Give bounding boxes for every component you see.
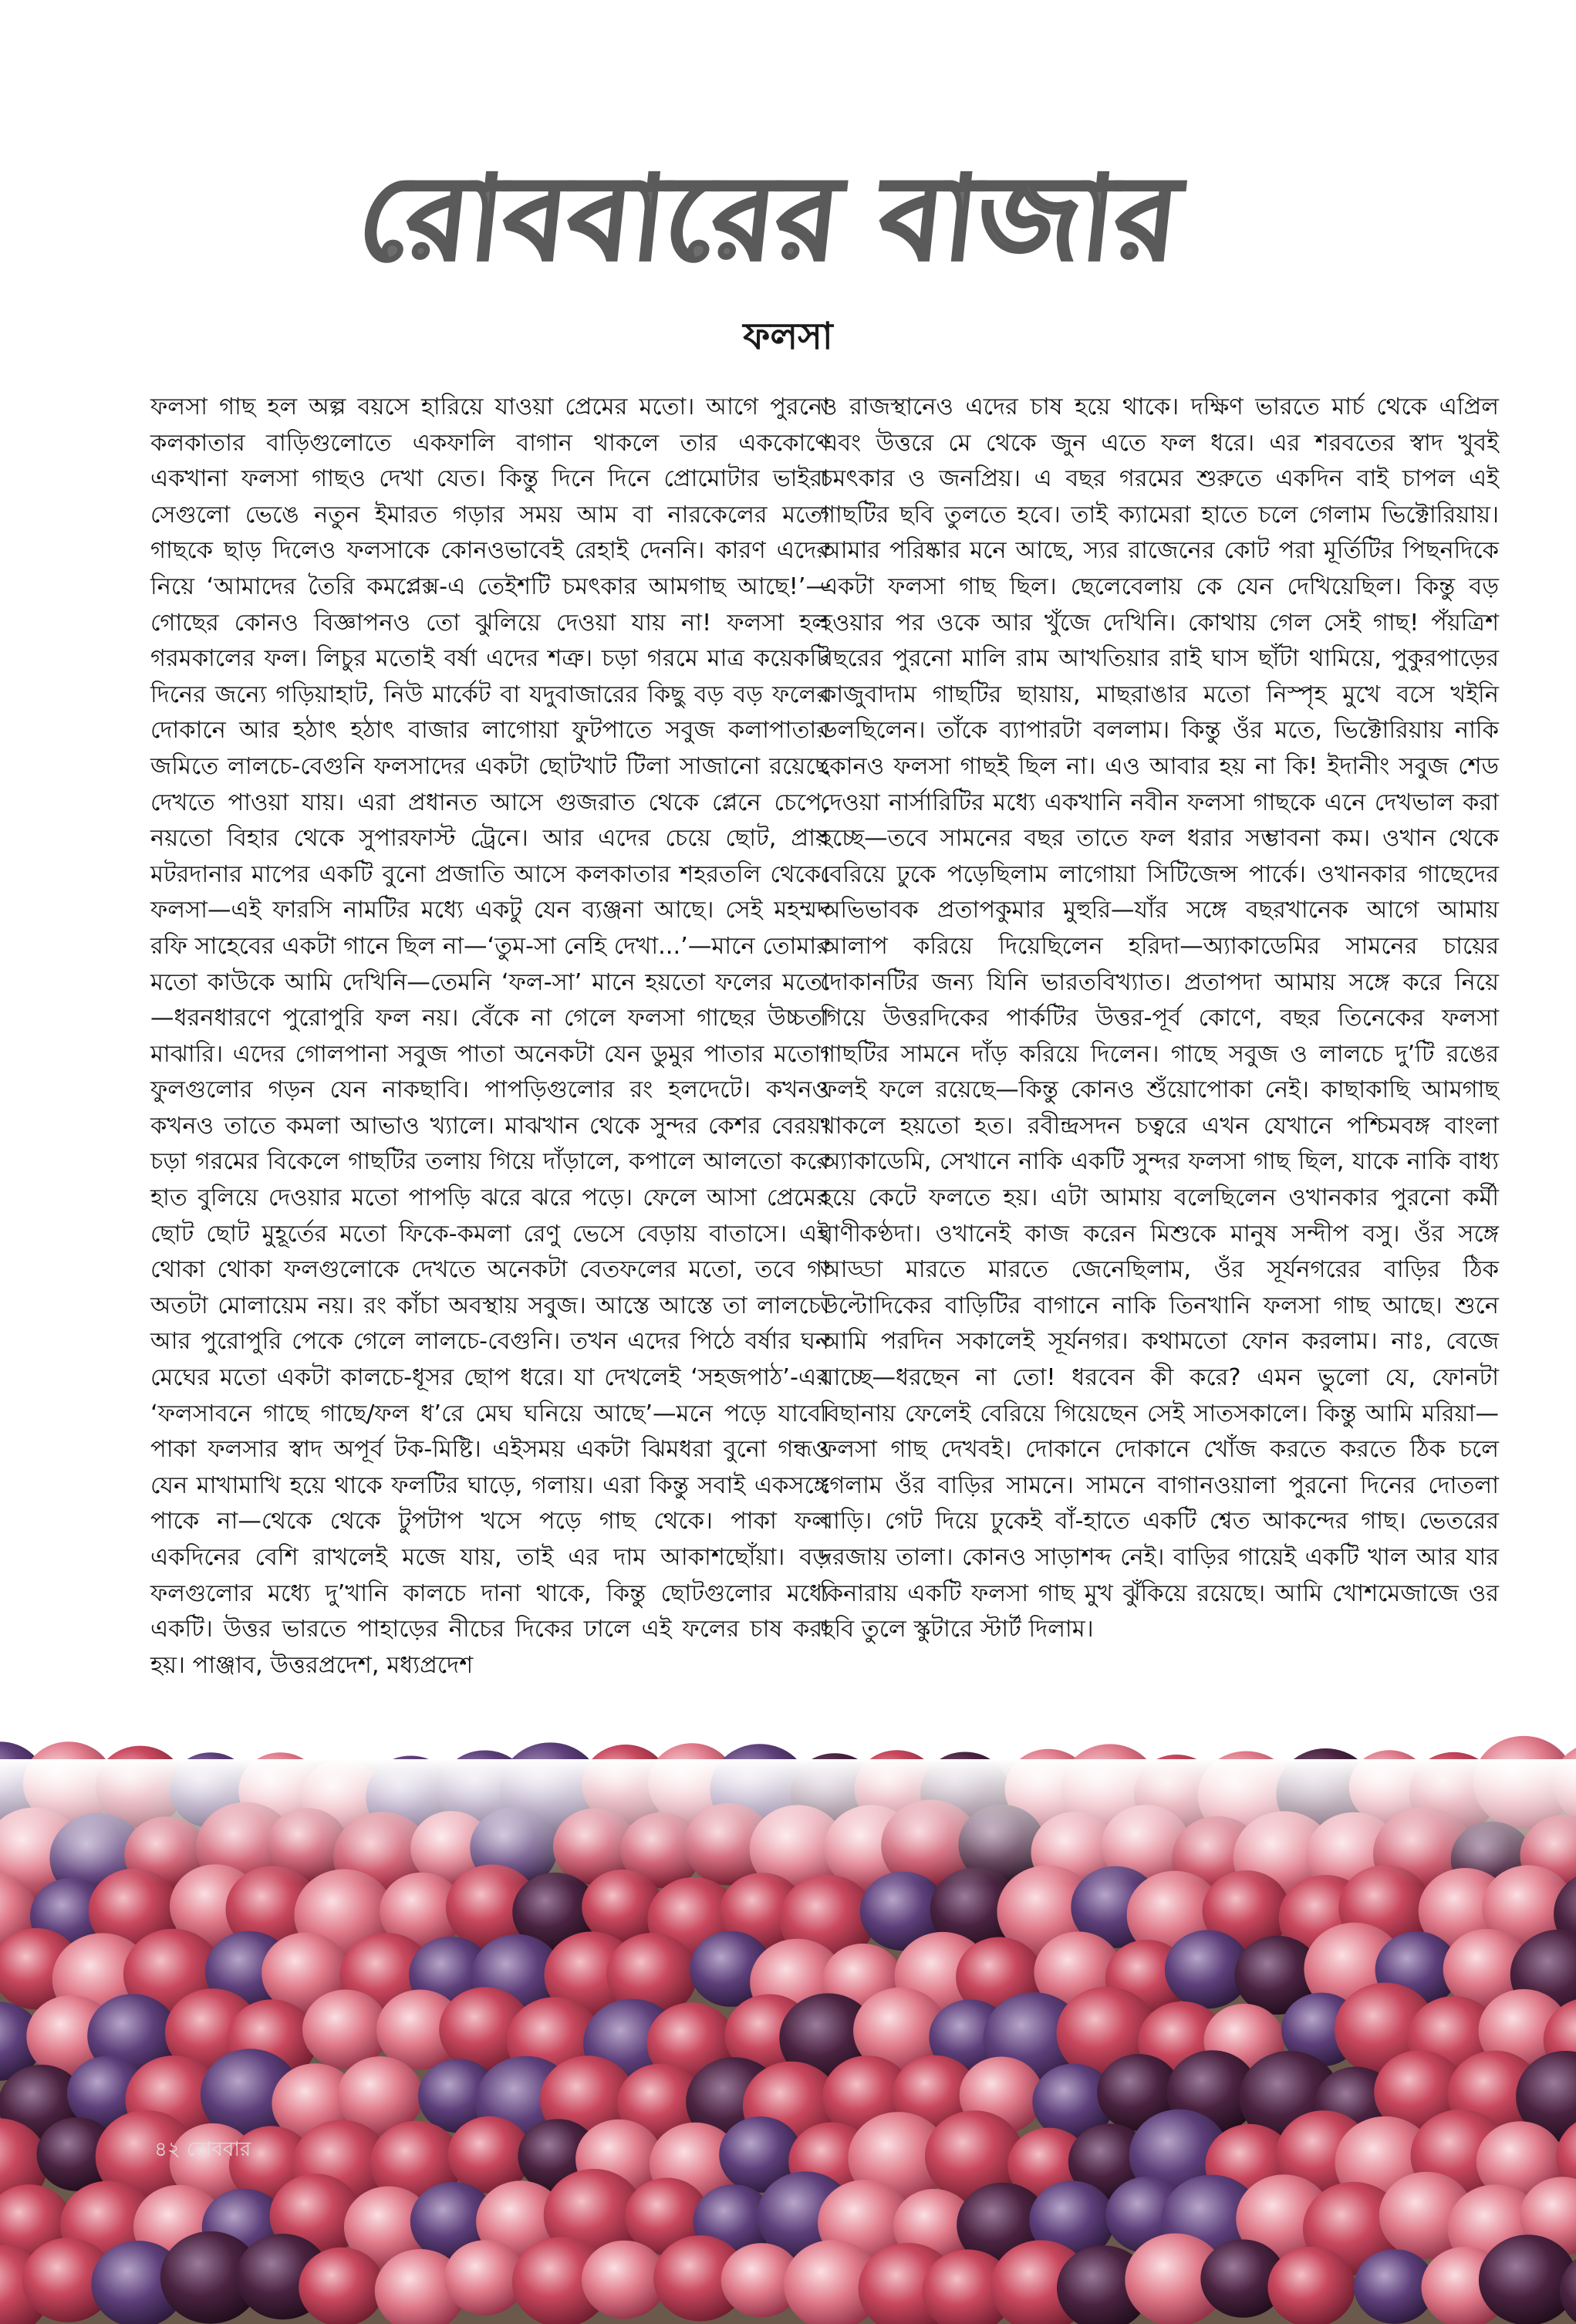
masthead-brush-lettering [352,123,1186,324]
article-paragraph-right: ও রাজস্থানেও এদের চাষ হয়ে থাকে। দক্ষিণ ভারতে মার্চ থেকে এপ্রিল এবং উত্তরে মে থেকে জুন এতে ফল ধরে। এর শরবতের স্বাদ খুবই চমৎকার ও জনপ্রিয়। এ বছর গরমের শুরুতে একদিন বাই চাপল এই গাছটির ছবি তুলতে হবে। তাই ক্যামেরা হাতে চলে গেলাম ভিক্টোরিয়ায়। আমার পরিষ্কার মনে আছে, স্যর রাজেনের কোট পরা মূর্তিটির পিছনদিকে একটা ফলসা গাছ ছিল। ছেলেবেলায় কে যেন দেখিয়েছিল। কিন্তু বড় হওয়ার পর ওকে আর খুঁজে দেখিনি। কোথায় গেল সেই গাছ! পঁয়ত্রিশ বছরের পুরনো মালি রাম আখতিয়ার রাই ঘাস ছাঁটা থামিয়ে, পুকুরপাড়ের কাজুবাদাম গাছটির ছায়ায়, মাছরাঙার মতো নিস্পৃহ মুখে বসে খইনি ডলছিলেন। তাঁকে ব্যাপারটা বললাম। কিন্তু ওঁর মতে, ভিক্টোরিয়ায় নাকি কোনও ফলসা গাছই ছিল না। এও আবার হয় না কি! ইদানীং সবুজ শেড দেওয়া নার্সারিটির মধ্যে একখানি নবীন ফলসা গাছকে এনে দেখভাল করা হচ্ছে—তবে সামনের বছর তাতে ফল ধরার সম্ভাবনা কম। ওখান থেকে বেরিয়ে ঢুকে পড়েছিলাম লাগোয়া সিটিজেন্স পার্কে। ওখানকার গাছেদের অভিভাবক প্রতাপকুমার মুহুরি—যাঁর সঙ্গে বছরখানেক আগে আমায় আলাপ করিয়ে দিয়েছিলেন হরিদা—অ্যাকাডেমির সামনের চায়ের দোকানটির জন্য যিনি ভারতবিখ্যাত। প্রতাপদা আমায় সঙ্গে করে নিয়ে গিয়ে উত্তরদিকের পার্কটির উত্তর-পূর্ব কোণে, বছর তিনেকের ফলসা গাছটির সামনে দাঁড় করিয়ে দিলেন। গাছে সবুজ ও লালচে দু’টি রঙের ফলই ফলে রয়েছে—কিন্তু কোনও শুঁয়োপোকা নেই। কাছাকাছি আমগাছ থাকলে হয়তো হত। রবীন্দ্রসদন চত্বরে এখন যেখানে পশ্চিমবঙ্গ বাংলা অ্যাকাডেমি, সেখানে নাকি একটি সুন্দর ফলসা গাছ ছিল, যাকে নাকি বাধ্য হয়ে কেটে ফলতে হয়। এটা আমায় বলেছিলেন ওখানকার পুরনো কর্মী বাণীকণ্ঠদা। ওখানেই কাজ করেন মিশুকে মানুষ সন্দীপ বসু। ওঁর সঙ্গে আড্ডা মারতে মারতে জেনেছিলাম, ওঁর সূর্যনগরের বাড়ির ঠিক উল্টোদিকের বাড়িটির বাগানে নাকি তিনখানি ফলসা গাছ আছে। শুনে আমি পরদিন সকালেই সূর্যনগর। কথামতো ফোন করলাম। নাঃ, বেজে যাচ্ছে—ধরছেন না তো! ধরবেন কী করে? এমন ভুলো যে, ফোনটা বিছানায় ফেলেই বেরিয়ে গিয়েছেন সেই সাতসকালে। কিন্তু আমি মরিয়া—ফলসা গাছ দেখবই। দোকানে দোকানে খোঁজ করতে করতে ঠিক চলে গেলাম ওঁর বাড়ির সামনে। সামনে বাগানওয়ালা পুরনো দিনের দোতলা বাড়ি। গেট দিয়ে ঢুকেই বাঁ-হাতে একটি শ্বেত আকন্দের গাছ। ভেতরের দরজায় তালা। কোনও সাড়াশব্দ নেই। বাড়ির গায়েই একটি খাল আর যার কিনারায় একটি ফলসা গাছ মুখ ঝুঁকিয়ে রয়েছে। আমি খোশমেজাজে ওর ছবি তুলে স্কুটারে স্টার্ট দিলাম। [820,394,1499,1643]
article-paragraph-left: ফলসা গাছ হল অল্প বয়সে হারিয়ে যাওয়া প্রেমের মতো। আগে পুরনো কলকাতার বাড়িগুলোতে একফালি বাগান থাকলে তার এককোণে একখানা ফলসা গাছও দেখা যেত। কিন্তু দিনে দিনে প্রোমোটার ভাইরা সেগুলো ভেঙে নতুন ইমারত গড়ার সময় আম বা নারকেলের মতো গাছকে ছাড় দিলেও ফলসাকে কোনওভাবেই রেহাই দেননি। কারণ এদের নিয়ে ‘আমাদের তৈরি কমপ্লেক্স-এ তেইশটি চমৎকার আমগাছ আছে!’—গোছের কোনও বিজ্ঞাপনও তো ঝুলিয়ে দেওয়া যায় না! ফলসা হল গরমকালের ফল। লিচুর মতোই বর্ষা এদের শত্রু। চড়া গরমে মাত্র কয়েকটি দিনের জন্যে গড়িয়াহাট, নিউ মার্কেট বা যদুবাজারের কিছু বড় বড় ফলের দোকানে আর হঠাৎ হঠাৎ বাজার লাগোয়া ফুটপাতে সবুজ কলাপাতার জমিতে লালচে-বেগুনি ফলসাদের একটা ছোটখাট টিলা সাজানো রয়েছে দেখতে পাওয়া যায়। এরা প্রধানত আসে গুজরাত থেকে প্লেনে চেপে, নয়তো বিহার থেকে সুপারফাস্ট ট্রেনে। আর এদের চেয়ে ছোট, প্রায় মটরদানার মাপের একটি বুনো প্রজাতি আসে কলকাতার শহরতলি থেকে। ফলসা—এই ফারসি নামটির মধ্যে একটু যেন ব্যঞ্জনা আছে। সেই মহম্মদ রফি সাহেবের একটা গানে ছিল না—‘তুম-সা নেহি দেখা...’—মানে তোমার মতো কাউকে আমি দেখিনি—তেমনি ‘ফল-সা’ মানে হয়তো ফলের মতো—ধরনধারণে পুরোপুরি ফল নয়। বেঁকে না গেলে ফলসা গাছের উচ্চতা মাঝারি। এদের গোলপানা সবুজ পাতা অনেকটা যেন ডুমুর পাতার মতো। ফুলগুলোর গড়ন যেন নাকছাবি। পাপড়িগুলোর রং হলদেটে। কখনও কখনও তাতে কমলা আভাও খ্যালে। মাঝখান থেকে সুন্দর কেশর বেরয়। চড়া গরমের বিকেলে গাছটির তলায় গিয়ে দাঁড়ালে, কপালে আলতো করে হাত বুলিয়ে দেওয়ার মতো পাপড়ি ঝরে ঝরে পড়ে। ফেলে আসা প্রেমের ছোট ছোট মুহূর্তের মতো ফিকে-কমলা রেণু ভেসে বেড়ায় বাতাসে। এই থোকা থোকা ফলগুলোকে দেখতে অনেকটা বেতফলের মতো, তবে গা অতটা মোলায়েম নয়। রং কাঁচা অবস্থায় সবুজ। আস্তে আস্তে তা লালচে। আর পুরোপুরি পেকে গেলে লালচে-বেগুনি। তখন এদের পিঠে বর্ষার ঘন মেঘের মতো একটা কালচে-ধূসর ছোপ ধরে। যা দেখলেই ‘সহজপাঠ’-এর ‘ফলসাবনে গাছে গাছে/ফল ধ’রে মেঘ ঘনিয়ে আছে’—মনে পড়ে যাবে। পাকা ফলসার স্বাদ অপূর্ব টক-মিষ্টি। এইসময় একটা ঝিমধরা বুনো গন্ধও যেন মাখামাখি হয়ে থাকে ফলটির ঘাড়ে, গলায়। এরা কিন্তু সবাই একসঙ্গে পাকে না—থেকে থেকে টুপটাপ খসে পড়ে গাছ থেকে। পাকা ফল একদিনের বেশি রাখলেই মজে যায়, তাই এর দাম আকাশছোঁয়া। বড় ফলগুলোর মধ্যে দু’খানি কালচে দানা থাকে, কিন্তু ছোটগুলোর মধ্যে একটি। উত্তর ভারতে পাহাড়ের নীচের দিকের ঢালে এই ফলের চাষ করা হয়। পাঞ্জাব, উত্তরপ্রদেশ, মধ্যপ্রদেশ [150,394,829,1679]
photo-top-fade [0,1759,1576,2324]
fruit-illustration [0,1759,1576,2324]
page-folio: ৪২ রোববার [154,2138,251,2161]
falsa-fruit-photo [0,1759,1576,2324]
article-headline: ফলসা [743,315,833,358]
article-column-left [150,390,829,1684]
article-column-right [820,390,1499,1648]
masthead-title: রোববারের বাজার [352,151,1186,286]
masthead-logo [352,123,1186,324]
